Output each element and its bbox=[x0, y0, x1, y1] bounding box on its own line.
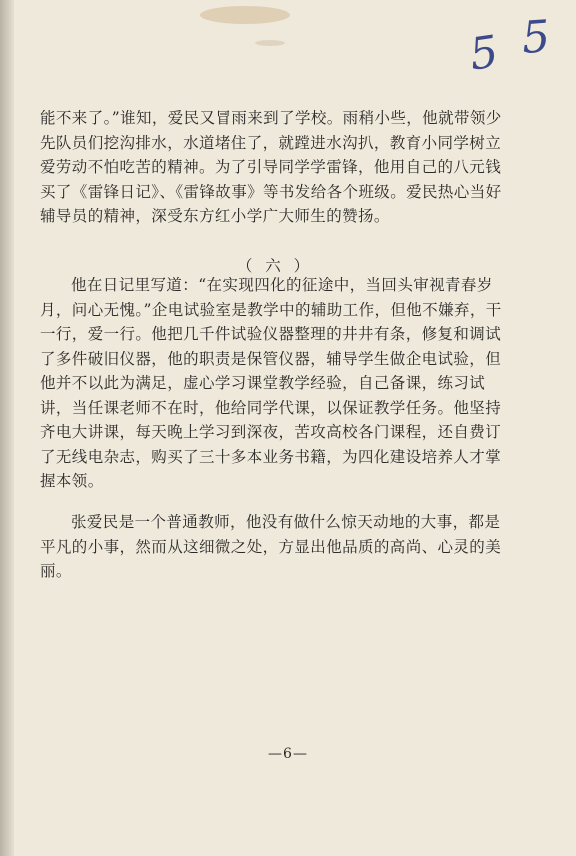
handwritten-page-mark-1: 5 bbox=[466, 26, 502, 81]
paper-stain-small bbox=[255, 40, 285, 46]
section-heading: （ 六 ） bbox=[236, 257, 314, 275]
paragraph-diary: 他在日记里写道：“在实现四化的征途中，当回头审视青春岁月，问心无愧。”企电试验室是教学中的辅助工作，但他不嫌弃，干一行，爱一行。他把几千件试验仪器整理的井井有条，修复和调试了多件破旧仪器，他的职责是保管仪器，辅导学生做企电试验，但他并不以此为满足，虚心学习课堂教学经验，自己备课，练习试讲，当任课老师不在时，他给同学代课，以保证教学任务。他坚持齐电大讲课，每天晚上学习到深夜，苦攻高校各门课程，还自费订了无线电杂志，购买了三十多本业务书籍，为四化建设培养人才掌握本领。 bbox=[40, 276, 502, 490]
paragraph-conclusion: 张爱民是一个普通教师，他没有做什么惊天动地的大事，都是平凡的小事，然而从这细微之处，方显出他品质的高尚、心灵的美丽。 bbox=[40, 513, 502, 580]
page-binding-edge bbox=[0, 0, 14, 856]
handwritten-page-mark-2: 5 bbox=[520, 11, 552, 64]
paragraph-continued: 能不来了。”谁知，爱民又冒雨来到了学校。雨稍小些，他就带领少先队员们挖沟排水，水道堵住了，就蹚进水沟扒，教育小同学树立爱劳动不怕吃苦的精神。为了引导同学学雷锋，他用自己的八元钱买了《雷锋日记》、《雷锋故事》等书发给各个班级。爱民热心当好辅导员的精神，深受东方红小学广大师生的赞扬。 bbox=[40, 109, 502, 225]
paper-stain bbox=[200, 6, 290, 24]
page-number: —6— bbox=[268, 746, 308, 762]
